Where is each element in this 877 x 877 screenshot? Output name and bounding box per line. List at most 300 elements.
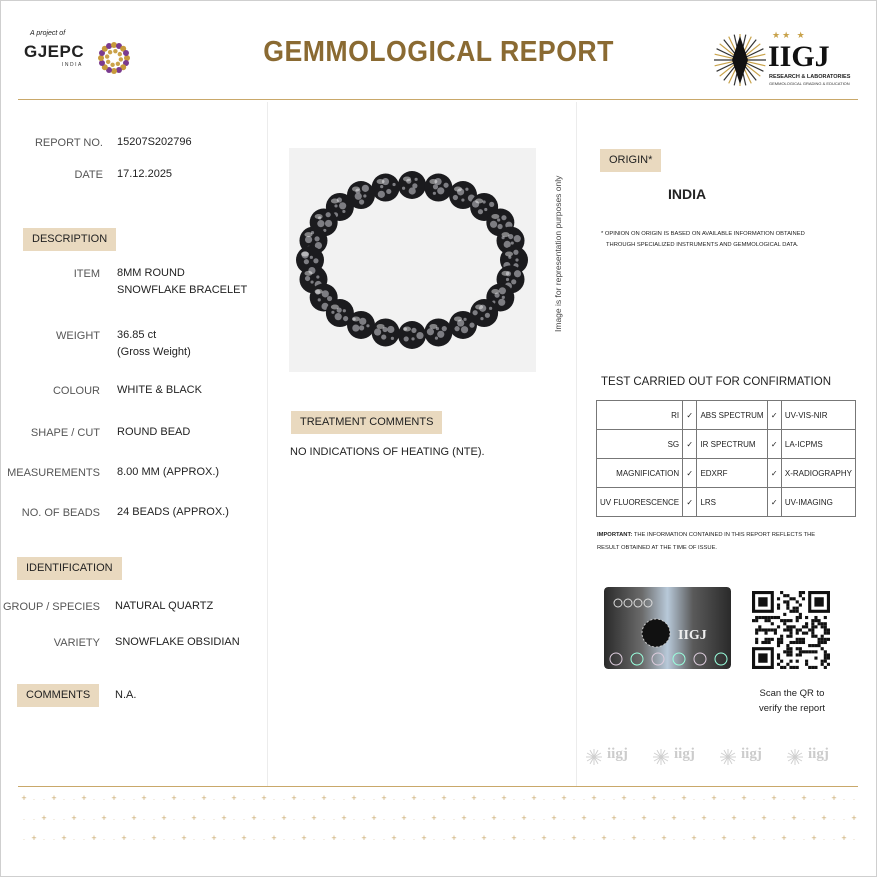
svg-text:·: · [353, 837, 355, 843]
svg-text:+: + [191, 813, 197, 823]
svg-text:·: · [393, 797, 395, 803]
svg-text:+: + [311, 813, 317, 823]
svg-text:·: · [403, 837, 405, 843]
svg-text:+: + [81, 793, 87, 803]
svg-text:+: + [611, 813, 617, 823]
svg-text:·: · [93, 817, 95, 823]
svg-text:·: · [373, 837, 375, 843]
svg-text:+: + [841, 833, 847, 843]
svg-text:+: + [401, 813, 407, 823]
watermark-text: iigj [808, 746, 829, 762]
svg-text:·: · [473, 817, 475, 823]
svg-text:·: · [113, 837, 115, 843]
svg-text:·: · [753, 817, 755, 823]
svg-text:+: + [71, 813, 77, 823]
bead [372, 174, 400, 202]
svg-text:·: · [393, 817, 395, 823]
gjepc-logo: GJEPC [24, 42, 85, 61]
svg-text:+: + [491, 813, 497, 823]
weight-value [117, 327, 191, 361]
header-rule [18, 99, 858, 100]
test-name: LRS [697, 488, 767, 517]
svg-text:·: · [603, 817, 605, 823]
iigj-logo: IIGJ [768, 40, 830, 73]
svg-text:+: + [141, 793, 147, 803]
svg-text:·: · [303, 797, 305, 803]
svg-text:+: + [441, 793, 447, 803]
svg-text:·: · [423, 797, 425, 803]
svg-text:+: + [231, 793, 237, 803]
svg-text:·: · [553, 837, 555, 843]
svg-text:·: · [633, 817, 635, 823]
svg-text:·: · [513, 817, 515, 823]
svg-text:·: · [733, 837, 735, 843]
svg-text:·: · [83, 817, 85, 823]
svg-text:·: · [833, 817, 835, 823]
test-row [597, 401, 856, 430]
svg-text:+: + [571, 833, 577, 843]
svg-text:·: · [133, 797, 135, 803]
svg-text:·: · [463, 797, 465, 803]
svg-text:·: · [183, 797, 185, 803]
svg-text:·: · [813, 797, 815, 803]
svg-text:·: · [293, 837, 295, 843]
svg-text:+: + [371, 813, 377, 823]
svg-text:·: · [463, 837, 465, 843]
svg-text:·: · [63, 797, 65, 803]
svg-text:·: · [43, 797, 45, 803]
svg-text:·: · [323, 817, 325, 823]
svg-text:·: · [213, 817, 215, 823]
svg-text:·: · [773, 817, 775, 823]
svg-text:·: · [103, 797, 105, 803]
svg-text:·: · [803, 817, 805, 823]
svg-text:·: · [233, 817, 235, 823]
svg-text:·: · [273, 797, 275, 803]
svg-text:·: · [703, 837, 705, 843]
svg-text:·: · [413, 817, 415, 823]
svg-text:+: + [101, 813, 107, 823]
test-name: RI [597, 401, 683, 430]
svg-text:·: · [413, 837, 415, 843]
qr-code[interactable] [752, 591, 830, 669]
svg-text:+: + [121, 833, 127, 843]
hologram-sticker [604, 587, 731, 669]
svg-text:+: + [741, 793, 747, 803]
svg-text:·: · [853, 837, 855, 843]
svg-text:+: + [461, 813, 467, 823]
svg-text:+: + [451, 833, 457, 843]
svg-text:+: + [721, 833, 727, 843]
svg-text:·: · [23, 817, 25, 823]
check-icon: ✓ [683, 459, 697, 488]
iigj-burst-icon [712, 32, 768, 88]
report-no-value: 15207S202796 [117, 136, 192, 148]
svg-text:·: · [293, 817, 295, 823]
svg-text:·: · [643, 837, 645, 843]
svg-text:+: + [41, 813, 47, 823]
page-title-text: GEMMOLOGICAL REPORT [263, 36, 614, 68]
svg-text:·: · [223, 837, 225, 843]
svg-text:·: · [573, 817, 575, 823]
svg-text:·: · [843, 797, 845, 803]
important-label: IMPORTANT: [597, 532, 633, 538]
svg-text:·: · [713, 817, 715, 823]
svg-text:·: · [323, 837, 325, 843]
svg-text:+: + [831, 793, 837, 803]
svg-text:·: · [693, 797, 695, 803]
svg-text:·: · [353, 817, 355, 823]
origin-note-1: * OPINION ON ORIGIN IS BASED ON AVAILABLE INFORMATION OBTAINED [601, 231, 805, 237]
svg-text:·: · [263, 837, 265, 843]
shape-label: SHAPE / CUT [30, 427, 100, 439]
svg-text:·: · [73, 837, 75, 843]
svg-text:+: + [291, 793, 297, 803]
svg-text:·: · [313, 797, 315, 803]
svg-text:·: · [373, 797, 375, 803]
svg-text:+: + [351, 793, 357, 803]
svg-text:·: · [633, 797, 635, 803]
measurements-label: MEASUREMENTS [7, 467, 100, 479]
svg-text:·: · [473, 837, 475, 843]
svg-text:·: · [623, 837, 625, 843]
svg-text:·: · [133, 837, 135, 843]
svg-text:·: · [83, 837, 85, 843]
svg-text:·: · [643, 797, 645, 803]
svg-text:+: + [211, 833, 217, 843]
test-row [597, 430, 856, 459]
test-name: X-RADIOGRAPHY [781, 459, 855, 488]
svg-text:+: + [551, 813, 557, 823]
svg-text:·: · [833, 837, 835, 843]
svg-text:·: · [613, 797, 615, 803]
iigj-subtitle: RESEARCH & LABORATORIES [769, 74, 851, 80]
origin-value: INDIA [668, 186, 707, 202]
svg-text:·: · [273, 817, 275, 823]
svg-text:+: + [221, 813, 227, 823]
footer-pattern [18, 793, 858, 803]
svg-text:·: · [173, 837, 175, 843]
bead [424, 174, 452, 202]
check-icon: ✓ [767, 401, 781, 430]
svg-text:·: · [453, 817, 455, 823]
svg-text:·: · [763, 797, 765, 803]
test-name: LA-ICPMS [781, 430, 855, 459]
svg-text:+: + [791, 813, 797, 823]
svg-text:+: + [751, 833, 757, 843]
svg-text:+: + [431, 813, 437, 823]
svg-text:+: + [711, 793, 717, 803]
svg-text:·: · [753, 797, 755, 803]
svg-text:+: + [501, 793, 507, 803]
svg-text:+: + [251, 813, 257, 823]
svg-text:·: · [223, 797, 225, 803]
svg-text:·: · [653, 837, 655, 843]
svg-text:·: · [743, 817, 745, 823]
footer-pattern [18, 813, 858, 823]
svg-text:·: · [533, 837, 535, 843]
svg-text:·: · [563, 837, 565, 843]
image-disclaimer [553, 150, 565, 332]
tests-table [596, 400, 856, 517]
footer-pattern [18, 833, 858, 843]
svg-text:+: + [421, 833, 427, 843]
svg-text:+: + [471, 793, 477, 803]
svg-text:·: · [523, 837, 525, 843]
variety-value: SNOWFLAKE OBSIDIAN [115, 636, 240, 648]
svg-text:·: · [813, 817, 815, 823]
iigj-stars-icon: ★★ ★ [772, 30, 807, 40]
svg-text:·: · [343, 837, 345, 843]
svg-text:·: · [483, 797, 485, 803]
identification-heading: IDENTIFICATION [17, 557, 122, 580]
weight-line-1: 36.85 ct [117, 329, 157, 341]
svg-text:·: · [173, 817, 175, 823]
svg-text:·: · [233, 837, 235, 843]
svg-text:·: · [503, 817, 505, 823]
svg-text:·: · [583, 797, 585, 803]
svg-text:·: · [403, 797, 405, 803]
svg-text:·: · [763, 837, 765, 843]
bead [449, 311, 477, 339]
svg-text:+: + [111, 793, 117, 803]
item-value [117, 265, 247, 299]
column-divider [576, 102, 577, 786]
svg-text:·: · [253, 837, 255, 843]
svg-text:+: + [331, 833, 337, 843]
svg-text:·: · [493, 837, 495, 843]
svg-text:·: · [593, 817, 595, 823]
svg-text:·: · [503, 837, 505, 843]
svg-text:·: · [663, 797, 665, 803]
origin-heading: ORIGIN* [600, 149, 661, 172]
test-row [597, 459, 856, 488]
svg-text:·: · [823, 797, 825, 803]
watermark-icon [652, 748, 670, 766]
svg-text:·: · [383, 837, 385, 843]
svg-text:·: · [733, 797, 735, 803]
svg-text:+: + [281, 813, 287, 823]
check-icon: ✓ [767, 459, 781, 488]
svg-text:·: · [533, 817, 535, 823]
svg-text:·: · [673, 797, 675, 803]
svg-text:·: · [163, 837, 165, 843]
svg-text:+: + [701, 813, 707, 823]
svg-text:·: · [163, 797, 165, 803]
svg-text:·: · [483, 817, 485, 823]
svg-text:·: · [283, 837, 285, 843]
svg-text:·: · [53, 817, 55, 823]
project-of-text: A project of [30, 30, 66, 37]
report-no-label: REPORT NO. [34, 137, 103, 149]
svg-text:·: · [303, 817, 305, 823]
svg-text:+: + [391, 833, 397, 843]
svg-text:+: + [511, 833, 517, 843]
image-disclaimer-text: Image is for representation purposes only [553, 175, 563, 332]
weight-label: WEIGHT [56, 330, 100, 342]
svg-text:+: + [201, 793, 207, 803]
bead [398, 171, 426, 199]
svg-text:·: · [333, 817, 335, 823]
qr-caption-1: Scan the QR to [759, 688, 825, 699]
weight-line-2: (Gross Weight) [117, 346, 191, 358]
important-note-2: RESULT OBTAINED AT THE TIME OF ISSUE. [597, 545, 718, 551]
svg-text:·: · [623, 817, 625, 823]
svg-text:+: + [171, 793, 177, 803]
svg-text:·: · [743, 837, 745, 843]
svg-text:·: · [203, 837, 205, 843]
svg-text:+: + [621, 793, 627, 803]
svg-text:·: · [123, 797, 125, 803]
watermark-icon [786, 748, 804, 766]
comments-value: N.A. [115, 689, 137, 701]
svg-text:·: · [213, 797, 215, 803]
svg-text:·: · [433, 837, 435, 843]
test-name: IR SPECTRUM [697, 430, 767, 459]
svg-text:·: · [803, 837, 805, 843]
svg-text:+: + [771, 793, 777, 803]
bead [398, 321, 426, 349]
svg-text:·: · [153, 797, 155, 803]
test-name: ABS SPECTRUM [697, 401, 767, 430]
svg-text:·: · [313, 837, 315, 843]
svg-text:·: · [33, 797, 35, 803]
svg-text:+: + [161, 813, 167, 823]
svg-text:+: + [801, 793, 807, 803]
svg-text:+: + [601, 833, 607, 843]
svg-text:·: · [703, 797, 705, 803]
colour-value: WHITE & BLACK [117, 384, 202, 396]
date-label: DATE [74, 169, 103, 181]
svg-text:+: + [761, 813, 767, 823]
svg-text:·: · [193, 837, 195, 843]
footer-rule [18, 786, 858, 787]
svg-text:·: · [43, 837, 45, 843]
svg-text:·: · [113, 817, 115, 823]
svg-text:·: · [333, 797, 335, 803]
svg-text:·: · [183, 817, 185, 823]
svg-text:+: + [521, 813, 527, 823]
svg-text:+: + [481, 833, 487, 843]
svg-text:+: + [241, 833, 247, 843]
svg-text:·: · [773, 837, 775, 843]
svg-text:·: · [363, 797, 365, 803]
svg-text:·: · [853, 797, 855, 803]
svg-text:·: · [363, 817, 365, 823]
svg-text:·: · [263, 817, 265, 823]
svg-text:·: · [593, 837, 595, 843]
svg-text:·: · [153, 817, 155, 823]
svg-text:+: + [851, 813, 857, 823]
svg-text:+: + [131, 813, 137, 823]
bracelet-photo [289, 148, 536, 372]
date-value: 17.12.2025 [117, 168, 173, 180]
svg-text:·: · [433, 797, 435, 803]
bead [424, 318, 452, 346]
svg-text:·: · [543, 797, 545, 803]
tests-title: TEST CARRIED OUT FOR CONFIRMATION [601, 376, 832, 388]
description-heading: DESCRIPTION [23, 228, 116, 251]
treatment-value: NO INDICATIONS OF HEATING (NTE). [290, 446, 485, 458]
svg-text:·: · [613, 837, 615, 843]
qr-caption [752, 686, 832, 716]
check-icon: ✓ [683, 401, 697, 430]
watermark-icon [719, 748, 737, 766]
svg-text:+: + [301, 833, 307, 843]
svg-text:·: · [23, 837, 25, 843]
svg-text:·: · [243, 817, 245, 823]
svg-text:+: + [261, 793, 267, 803]
svg-text:+: + [691, 833, 697, 843]
svg-text:+: + [541, 833, 547, 843]
svg-text:+: + [341, 813, 347, 823]
treatment-heading: TREATMENT COMMENTS [291, 411, 442, 434]
svg-text:·: · [63, 817, 65, 823]
test-name: UV FLUORESCENCE [597, 488, 683, 517]
svg-text:+: + [591, 793, 597, 803]
item-label: ITEM [73, 268, 100, 280]
svg-text:+: + [91, 833, 97, 843]
beads-value: 24 BEADS (APPROX.) [117, 506, 229, 518]
svg-text:·: · [143, 817, 145, 823]
svg-text:·: · [793, 797, 795, 803]
svg-text:·: · [493, 797, 495, 803]
svg-text:+: + [681, 793, 687, 803]
beads-label: NO. OF BEADS [21, 507, 100, 519]
comments-heading: COMMENTS [17, 684, 99, 707]
svg-text:·: · [383, 817, 385, 823]
svg-text:·: · [53, 837, 55, 843]
variety-label: VARIETY [53, 637, 100, 649]
svg-text:·: · [793, 837, 795, 843]
test-name: EDXRF [697, 459, 767, 488]
test-name: SG [597, 430, 683, 459]
column-divider [267, 102, 268, 786]
svg-text:+: + [21, 793, 27, 803]
svg-text:+: + [61, 833, 67, 843]
svg-text:·: · [343, 797, 345, 803]
svg-text:·: · [783, 797, 785, 803]
svg-text:·: · [693, 817, 695, 823]
svg-text:·: · [603, 797, 605, 803]
svg-text:·: · [663, 817, 665, 823]
svg-text:+: + [31, 833, 37, 843]
watermark-text: iigj [607, 746, 628, 762]
watermark-text: iigj [674, 746, 695, 762]
svg-text:+: + [271, 833, 277, 843]
svg-text:+: + [671, 813, 677, 823]
bead [372, 318, 400, 346]
svg-text:·: · [33, 817, 35, 823]
important-note [597, 530, 815, 541]
svg-text:·: · [513, 797, 515, 803]
svg-text:·: · [673, 837, 675, 843]
hologram-logo-text: IIGJ [678, 628, 707, 643]
group-label: GROUP / SPECIES [3, 601, 100, 613]
origin-note-2: THROUGH SPECIALIZED INSTRUMENTS AND GEMMOLOGICAL DATA. [606, 242, 799, 248]
svg-text:+: + [821, 813, 827, 823]
watermark-icon [585, 748, 603, 766]
svg-text:+: + [731, 813, 737, 823]
svg-text:+: + [181, 833, 187, 843]
svg-text:·: · [443, 817, 445, 823]
svg-text:+: + [651, 793, 657, 803]
svg-text:·: · [283, 797, 285, 803]
svg-text:·: · [553, 797, 555, 803]
svg-text:+: + [381, 793, 387, 803]
svg-text:·: · [543, 817, 545, 823]
test-row [597, 488, 856, 517]
